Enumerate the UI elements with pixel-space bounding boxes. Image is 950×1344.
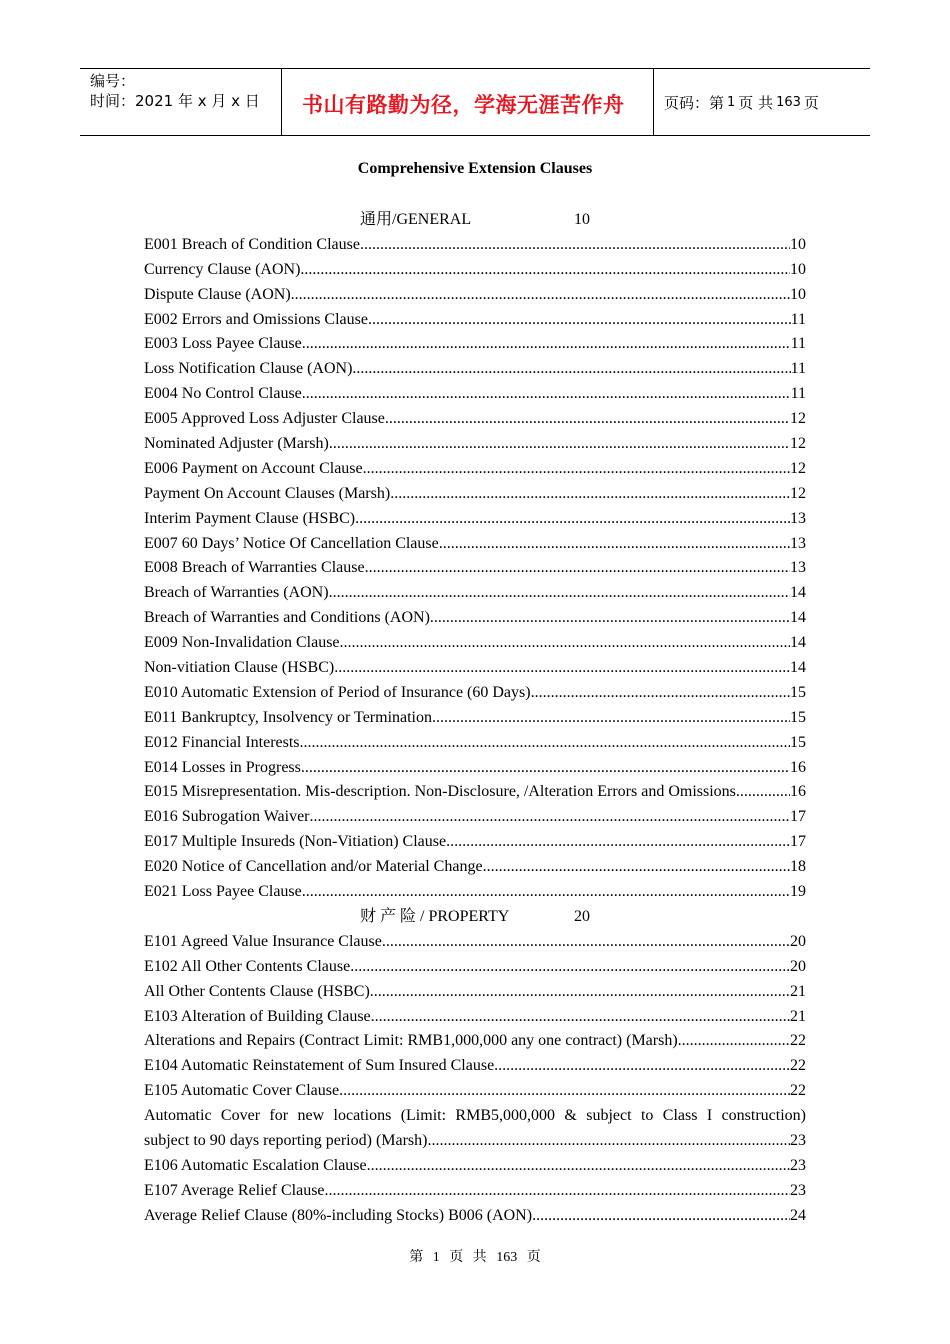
toc-entry-page: 13: [790, 534, 806, 552]
toc-leader-dots: [310, 805, 791, 830]
toc-leader-dots: [371, 1005, 790, 1030]
toc-leader-dots: [531, 681, 790, 706]
page-header: [80, 68, 870, 136]
toc-entry-title: E015 Misrepresentation. Mis-description. Non-Disclosure, /Alteration Errors and Omissions: [144, 783, 736, 801]
header-meta: [80, 69, 281, 135]
toc-entry[interactable]: [144, 432, 806, 457]
toc-entry[interactable]: [144, 382, 806, 407]
toc-entry-page: 11: [790, 360, 806, 378]
toc-entry-text-line: Automatic Cover for new locations (Limit: RMB5,000,000 & subject to Class I construction): [144, 1107, 806, 1125]
toc-entry-title: E009 Non-Invalidation Clause: [144, 634, 340, 652]
toc-leader-dots: [302, 332, 791, 357]
toc-entry-page: 13: [790, 559, 806, 577]
toc-leader-dots: [678, 1029, 790, 1054]
toc-entry-title: E102 All Other Contents Clause: [144, 957, 351, 975]
toc-leader-dots: [302, 382, 791, 407]
section-page: 20: [574, 907, 590, 925]
toc-entry[interactable]: [144, 1005, 806, 1030]
toc-entry-title: E008 Breach of Warranties Clause: [144, 559, 365, 577]
toc-entry-title: Alterations and Repairs (Contract Limit: RMB1,000,000 any one contract) (Marsh): [144, 1032, 678, 1050]
section-page: 10: [574, 211, 590, 228]
page-suffix: 页: [803, 93, 819, 112]
toc-entry[interactable]: [144, 482, 806, 507]
toc-entry[interactable]: [144, 332, 806, 357]
toc-entry-title: Average Relief Clause (80%-including Stocks) B006 (AON): [144, 1206, 533, 1224]
header-motto: 书山有路勤为径，学海无涯苦作舟: [281, 69, 654, 135]
toc-entry-title: E002 Errors and Omissions Clause: [144, 310, 368, 328]
toc-entry[interactable]: [144, 756, 806, 781]
toc-entry-page: 11: [790, 385, 806, 403]
toc-leader-dots: [532, 1204, 790, 1229]
toc-leader-dots: [368, 308, 791, 333]
toc-entry[interactable]: [144, 1154, 806, 1179]
toc-leader-dots: [367, 1154, 790, 1179]
toc-entry-title: E007 60 Days’ Notice Of Cancellation Clause: [144, 534, 439, 552]
toc-leader-dots: [370, 980, 790, 1005]
toc-entry-multiline[interactable]: [144, 1104, 806, 1154]
toc-entry-page: 13: [790, 509, 806, 527]
table-of-contents: [144, 208, 806, 1229]
toc-leader-dots: [427, 1129, 790, 1154]
toc-entry-page: 16: [790, 758, 806, 776]
toc-entry-title: Payment On Account Clauses (Marsh): [144, 484, 391, 502]
toc-entry-page: 15: [790, 683, 806, 701]
toc-entry-page: 15: [790, 708, 806, 726]
toc-entry-page: 23: [790, 1181, 806, 1199]
toc-entry-title: Loss Notification Clause (AON): [144, 360, 353, 378]
toc-section-heading: [144, 905, 806, 930]
toc-entry-page: 14: [790, 609, 806, 627]
toc-entry-page: 20: [790, 957, 806, 975]
toc-entry-title: Breach of Warranties and Conditions (AON): [144, 609, 430, 627]
toc-leader-dots: [363, 457, 790, 482]
toc-leader-dots: [365, 556, 790, 581]
toc-entry-page: 11: [790, 335, 806, 353]
toc-leader-dots: [300, 258, 790, 283]
toc-entry-title: E011 Bankruptcy, Insolvency or Termination: [144, 708, 432, 726]
toc-entry[interactable]: [144, 1029, 806, 1054]
toc-entry-page: 18: [790, 858, 806, 876]
toc-entry-page: 11: [790, 310, 806, 328]
toc-entry[interactable]: [144, 631, 806, 656]
toc-entry[interactable]: [144, 805, 806, 830]
toc-entry-page: 19: [790, 883, 806, 901]
toc-entry-title: E014 Losses in Progress: [144, 758, 301, 776]
toc-entry-title: subject to 90 days reporting period) (Marsh): [144, 1131, 428, 1149]
toc-entry-title: E003 Loss Payee Clause: [144, 335, 302, 353]
toc-entry[interactable]: [144, 532, 806, 557]
toc-entry-page: 10: [790, 235, 806, 253]
toc-entry-title: Interim Payment Clause (HSBC): [144, 509, 356, 527]
toc-entry[interactable]: [144, 258, 806, 283]
toc-entry-page: 14: [790, 659, 806, 677]
toc-leader-dots: [390, 482, 790, 507]
toc-entry-title: E103 Alteration of Building Clause: [144, 1007, 371, 1025]
toc-entry[interactable]: [144, 731, 806, 756]
toc-entry[interactable]: [144, 930, 806, 955]
document-date: 时间：2021 年 x 月 x 日: [90, 92, 260, 110]
toc-entry-page: 23: [790, 1156, 806, 1174]
toc-entry[interactable]: [144, 830, 806, 855]
toc-entry[interactable]: [144, 308, 806, 333]
toc-leader-dots: [439, 532, 790, 557]
toc-entry-page: 21: [790, 982, 806, 1000]
toc-entry-title: E006 Payment on Account Clause: [144, 459, 363, 477]
toc-entry-title: E001 Breach of Condition Clause: [144, 235, 360, 253]
toc-entry[interactable]: [144, 980, 806, 1005]
document-number-label: 编号：: [90, 72, 136, 90]
toc-leader-dots: [432, 706, 790, 731]
toc-leader-dots: [352, 357, 790, 382]
toc-entry-title: E016 Subrogation Waiver: [144, 808, 310, 826]
toc-leader-dots: [329, 432, 790, 457]
toc-entry-title: E005 Approved Loss Adjuster Clause: [144, 410, 385, 428]
toc-entry-page: 21: [790, 1007, 806, 1025]
toc-entry-page: 14: [790, 634, 806, 652]
toc-leader-dots: [483, 855, 790, 880]
toc-leader-dots: [736, 780, 790, 805]
toc-entry-title: Dispute Clause (AON): [144, 285, 291, 303]
toc-entry[interactable]: [144, 407, 806, 432]
toc-entry[interactable]: [144, 457, 806, 482]
toc-leader-dots: [301, 756, 790, 781]
toc-entry-page: 15: [790, 733, 806, 751]
toc-leader-dots: [325, 1179, 790, 1204]
toc-entry[interactable]: [144, 880, 806, 905]
toc-leader-dots: [494, 1054, 790, 1079]
toc-entry-title: E021 Loss Payee Clause: [144, 883, 302, 901]
toc-entry: [144, 1129, 806, 1154]
toc-entry[interactable]: [144, 283, 806, 308]
toc-entry[interactable]: [144, 1179, 806, 1204]
section-name: 通用/GENERAL: [360, 211, 472, 228]
toc-entry-page: 12: [790, 484, 806, 502]
toc-entry-page: 22: [790, 1057, 806, 1075]
header-page-indicator: [654, 69, 870, 135]
toc-entry-page: 20: [790, 932, 806, 950]
toc-entry-page: 23: [790, 1131, 806, 1149]
toc-leader-dots: [339, 1079, 790, 1104]
toc-entry-title: E104 Automatic Reinstatement of Sum Insured Clause: [144, 1057, 495, 1075]
toc-entry-title: Currency Clause (AON): [144, 260, 301, 278]
toc-leader-dots: [355, 507, 790, 532]
toc-entry[interactable]: [144, 681, 806, 706]
toc-entry[interactable]: [144, 706, 806, 731]
toc-entry-title: E020 Notice of Cancellation and/or Material Change: [144, 858, 483, 876]
toc-leader-dots: [360, 233, 790, 258]
page-total: 163: [776, 94, 801, 110]
toc-entry-page: 16: [790, 783, 806, 801]
toc-section-heading: [144, 208, 806, 233]
toc-entry-title: All Other Contents Clause (HSBC): [144, 982, 370, 1000]
toc-leader-dots: [329, 581, 790, 606]
toc-entry[interactable]: [144, 556, 806, 581]
toc-entry[interactable]: [144, 606, 806, 631]
toc-entry-page: 22: [790, 1032, 806, 1050]
toc-entry-page: 12: [790, 410, 806, 428]
toc-entry-title: Breach of Warranties (AON): [144, 584, 329, 602]
toc-entry-page: 12: [790, 435, 806, 453]
toc-leader-dots: [382, 930, 790, 955]
toc-entry[interactable]: [144, 1079, 806, 1104]
toc-entry-title: E004 No Control Clause: [144, 385, 302, 403]
toc-leader-dots: [291, 283, 790, 308]
toc-entry-page: 22: [790, 1082, 806, 1100]
toc-leader-dots: [446, 830, 790, 855]
page-mid: 页 共: [738, 93, 774, 112]
toc-entry[interactable]: [144, 1204, 806, 1229]
toc-entry-page: 14: [790, 584, 806, 602]
toc-entry[interactable]: [144, 955, 806, 980]
toc-entry-page: 17: [790, 808, 806, 826]
toc-entry-title: E107 Average Relief Clause: [144, 1181, 325, 1199]
toc-entry-page: 17: [790, 833, 806, 851]
page-prefix: 页码：第: [664, 93, 725, 112]
toc-entry-page: 10: [790, 260, 806, 278]
toc-entry-title: E105 Automatic Cover Clause: [144, 1082, 340, 1100]
toc-entry-page: 12: [790, 459, 806, 477]
toc-entry-title: E101 Agreed Value Insurance Clause: [144, 932, 382, 950]
document-title: Comprehensive Extension Clauses: [357, 160, 593, 177]
toc-leader-dots: [340, 631, 790, 656]
section-name: 财 产 险 / PROPERTY: [360, 907, 510, 925]
toc-entry[interactable]: [144, 656, 806, 681]
toc-entry-title: Non-vitiation Clause (HSBC): [144, 659, 335, 677]
toc-entry-page: 10: [790, 285, 806, 303]
toc-entry[interactable]: [144, 855, 806, 880]
toc-leader-dots: [302, 880, 790, 905]
toc-entry-page: 24: [790, 1206, 806, 1224]
toc-entry[interactable]: [144, 507, 806, 532]
toc-entry[interactable]: [144, 581, 806, 606]
toc-entry[interactable]: [144, 1054, 806, 1079]
toc-entry-title: E010 Automatic Extension of Period of Insurance (60 Days): [144, 683, 531, 701]
toc-leader-dots: [385, 407, 790, 432]
page-footer: 第 1 页 共 163 页: [409, 1250, 541, 1265]
toc-leader-dots: [300, 731, 790, 756]
toc-leader-dots: [350, 955, 790, 980]
page-number: 1: [727, 94, 736, 110]
toc-leader-dots: [334, 656, 790, 681]
toc-entry[interactable]: [144, 233, 806, 258]
toc-leader-dots: [430, 606, 790, 631]
toc-entry-title: Nominated Adjuster (Marsh): [144, 435, 329, 453]
toc-entry-title: E106 Automatic Escalation Clause: [144, 1156, 367, 1174]
toc-entry-title: E012 Financial Interests: [144, 733, 300, 751]
toc-entry-title: E017 Multiple Insureds (Non-Vitiation) Clause: [144, 833, 447, 851]
toc-entry[interactable]: [144, 780, 806, 805]
toc-entry[interactable]: [144, 357, 806, 382]
